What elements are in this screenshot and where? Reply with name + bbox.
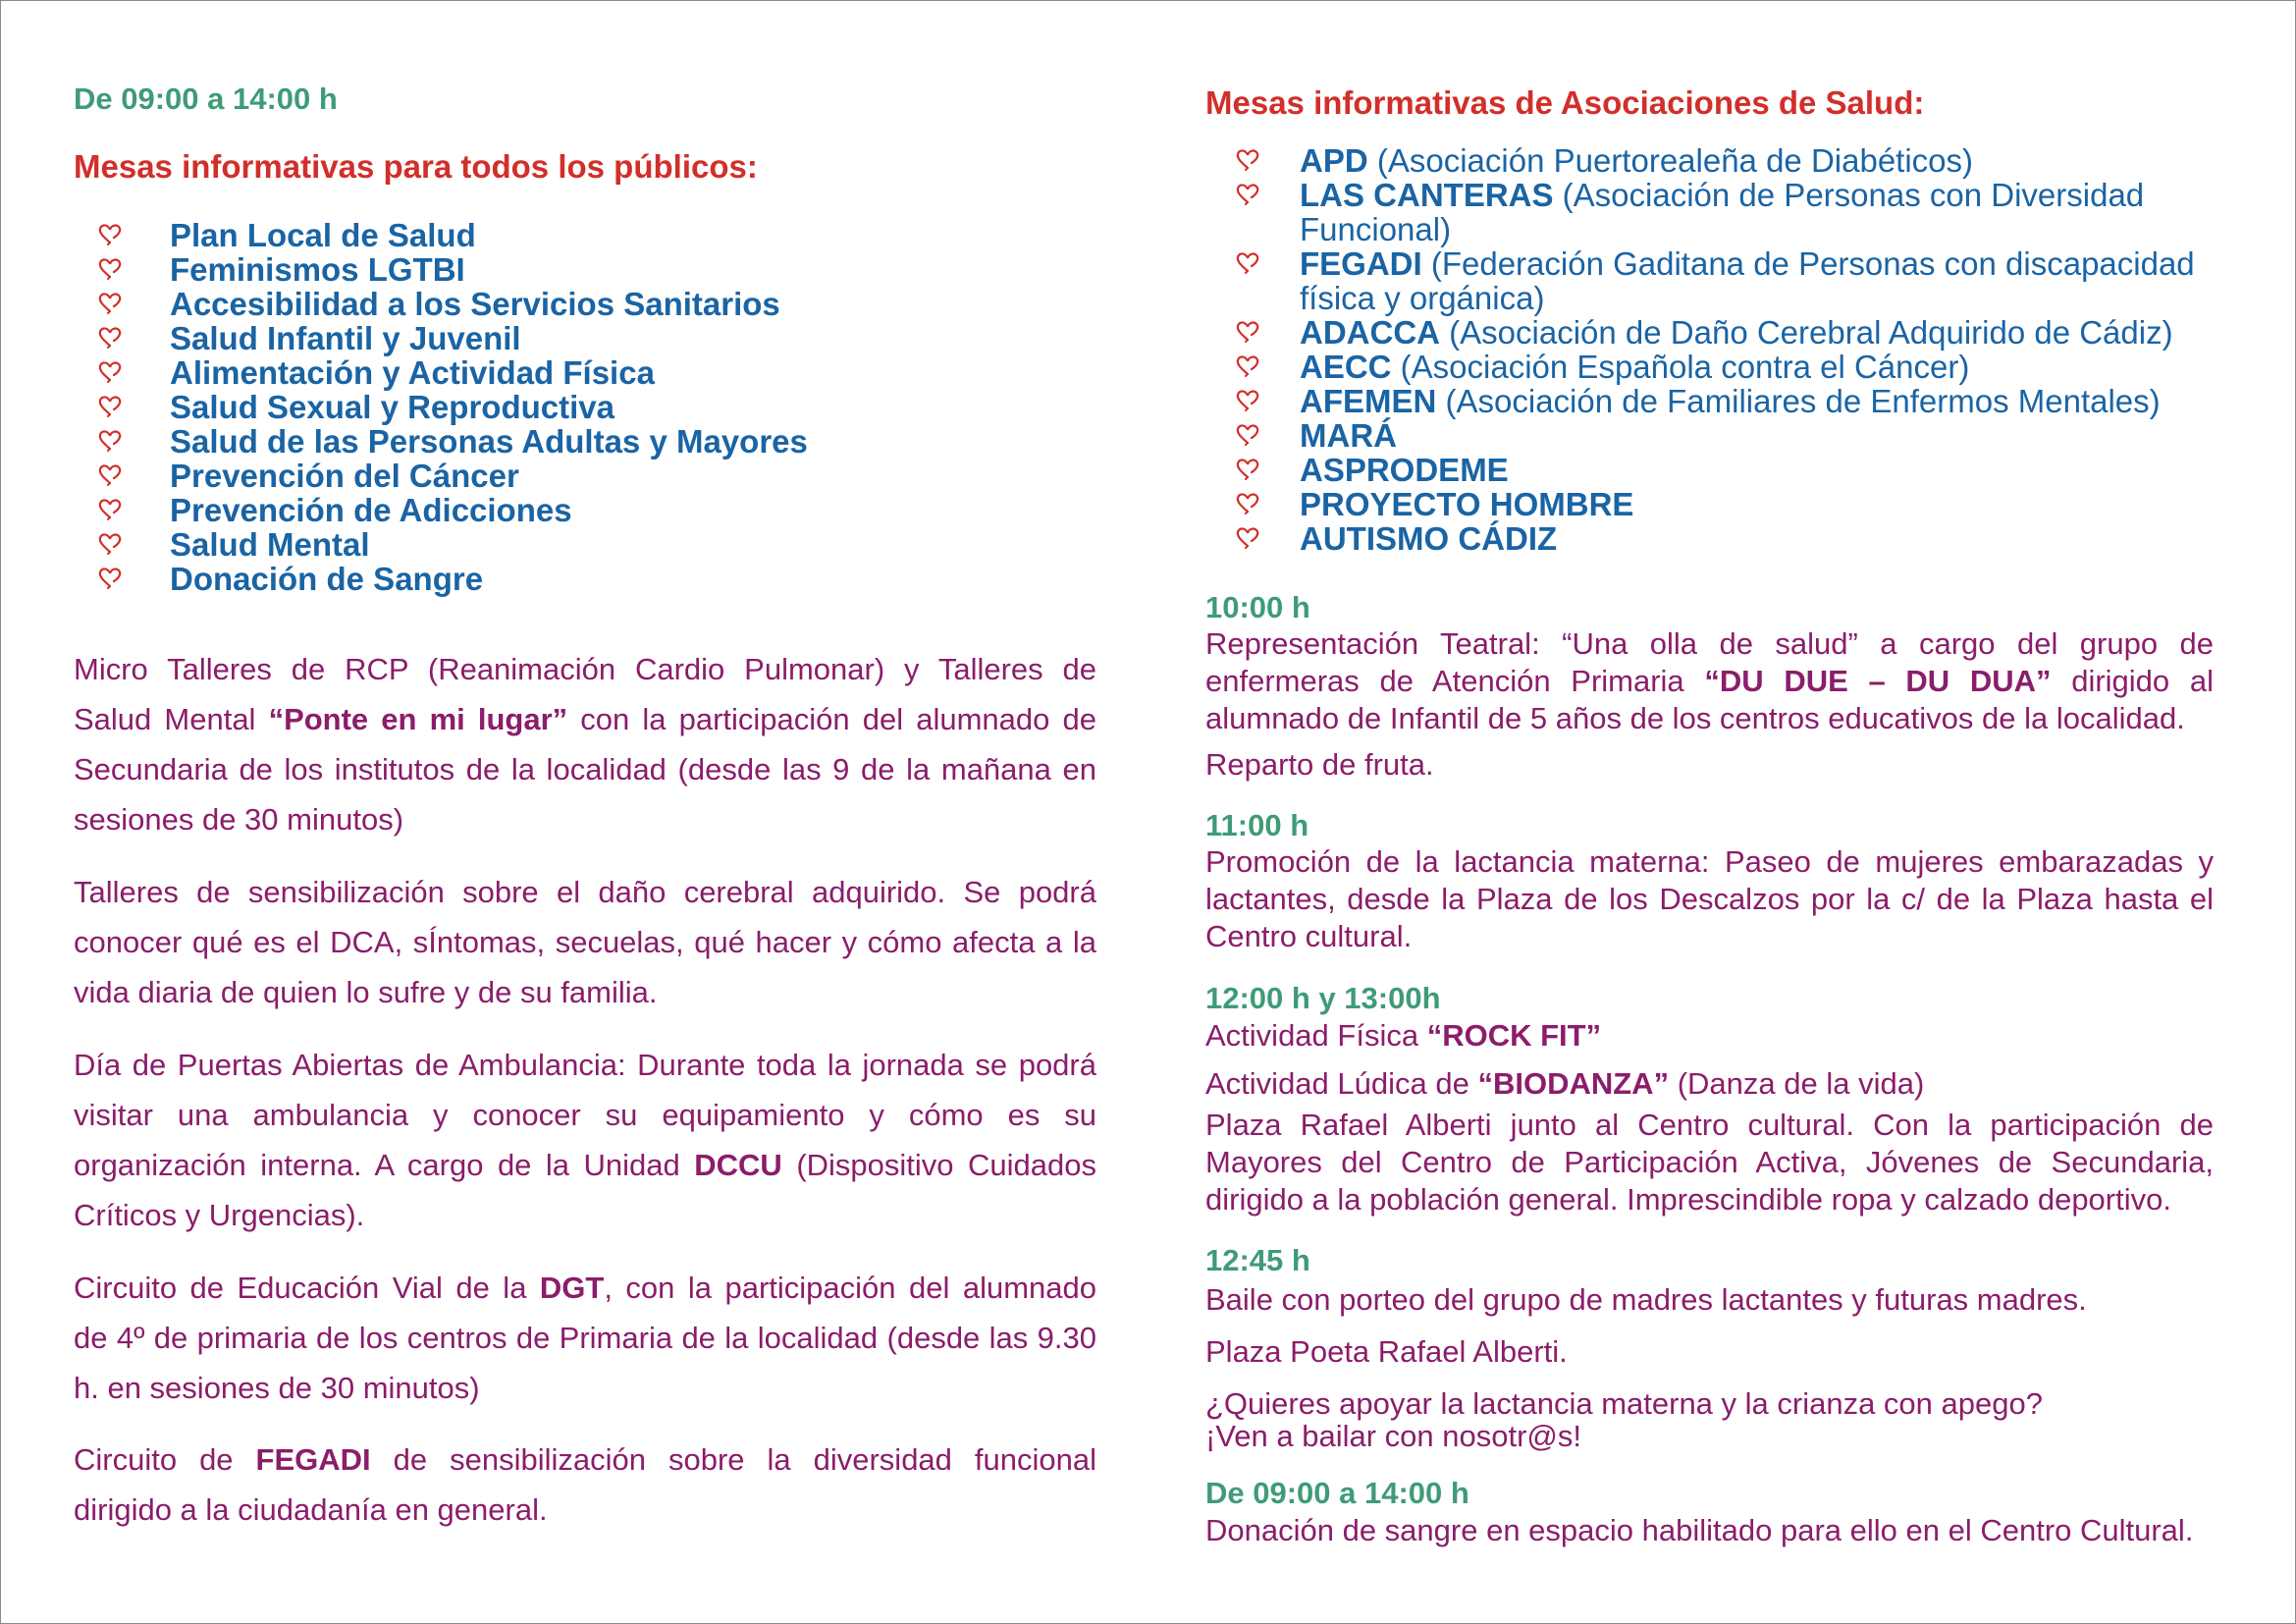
association-item: ADACCA (Asociación de Daño Cerebral Adquirido de Cádiz)	[1205, 315, 2195, 350]
heart-outline-icon	[97, 428, 123, 452]
time-1245: 12:45 h	[1205, 1243, 1310, 1277]
physical-activity-paragraph: Plaza Rafael Alberti junto al Centro cultural. Con la participación de Mayores del Centro de Participación Activa, Jóvenes de Secundaria, dirigido a la población general. Imprescindible ropa y calzado deportivo.	[1205, 1108, 2214, 1217]
blood-donation-text: Donación de sangre en espacio habilitado para ello en el Centro Cultural.	[1205, 1513, 2194, 1547]
time-12-13: 12:00 h y 13:00h	[1205, 981, 1441, 1015]
dca-workshops-paragraph: Talleres de sensibilización sobre el daño cerebral adquirido. Se podrá conocer qué es el DCA, sÍntomas, secuelas, qué hacer y cómo afecta a la vida diaria de quien lo sufre y de su familia.	[74, 875, 1096, 1009]
association-item: LAS CANTERAS (Asociación de Personas con Diversidad Funcional)	[1205, 178, 2195, 246]
association-item: AFEMEN (Asociación de Familiares de Enfermos Mentales)	[1205, 384, 2195, 418]
time-10: 10:00 h	[1205, 590, 1310, 624]
time-9-14: De 09:00 a 14:00 h	[1205, 1476, 1469, 1510]
heart-outline-icon	[1235, 250, 1260, 274]
section-heading: Mesas informativas para todos los públicos:	[74, 148, 758, 185]
heart-outline-icon	[97, 325, 123, 349]
list-item: Feminismos LGTBI	[74, 252, 808, 287]
list-item: Salud Sexual y Reproductiva	[74, 390, 808, 424]
association-item: AUTISMO CÁDIZ	[1205, 521, 2195, 556]
association-item: AECC (Asociación Española contra el Cáncer)	[1205, 350, 2195, 384]
babywearing-dance-text: Baile con porteo del grupo de madres lactantes y futuras madres.	[1205, 1282, 2087, 1317]
association-item: FEGADI (Federación Gaditana de Personas con discapacidad física y orgánica)	[1205, 246, 2195, 315]
fruit-distribution-text: Reparto de fruta.	[1205, 747, 1434, 782]
association-item: ASPRODEME	[1205, 453, 2195, 487]
rcp-workshops-paragraph: Micro Talleres de RCP (Reanimación Cardio Pulmonar) y Talleres de Salud Mental “Ponte en mi lugar” con la participación del alumnado de Secundaria de los institutos de la localidad (desde las 9 de la mañana en sesiones de 30 minutos)	[74, 652, 1096, 837]
ambulance-open-day-paragraph: Día de Puertas Abiertas de Ambulancia: Durante toda la jornada se podrá visitar una ambulancia y conocer su equipamiento y cómo es su organización interna. A cargo de la Unidad DCCU (Dispositivo Cuidados Críticos y Urgencias).	[74, 1048, 1096, 1232]
heart-outline-icon	[1235, 353, 1260, 377]
heart-outline-icon	[97, 394, 123, 417]
list-item: Alimentación y Actividad Física	[74, 355, 808, 390]
heart-outline-icon	[1235, 182, 1260, 205]
heart-outline-icon	[1235, 525, 1260, 549]
heart-outline-icon	[97, 531, 123, 555]
list-item: Salud Mental	[74, 527, 808, 562]
dance-location-text: Plaza Poeta Rafael Alberti.	[1205, 1334, 1568, 1369]
heart-outline-icon	[97, 222, 123, 245]
association-item: MARÁ	[1205, 418, 2195, 453]
list-item: Prevención de Adicciones	[74, 493, 808, 527]
associations-heading: Mesas informativas de Asociaciones de Salud:	[1205, 84, 1925, 121]
list-item: Salud Infantil y Juvenil	[74, 321, 808, 355]
list-item: Accesibilidad a los Servicios Sanitarios	[74, 287, 808, 321]
heart-outline-icon	[97, 256, 123, 280]
list-item: Plan Local de Salud	[74, 218, 808, 252]
schedule-time: De 09:00 a 14:00 h	[74, 81, 338, 116]
heart-outline-icon	[97, 462, 123, 486]
biodanza-text: Actividad Lúdica de “BIODANZA” (Danza de la vida)	[1205, 1066, 1925, 1101]
rock-fit-text: Actividad Física “ROCK FIT”	[1205, 1018, 1602, 1053]
association-item: PROYECTO HOMBRE	[1205, 487, 2195, 521]
heart-outline-icon	[1235, 147, 1260, 171]
time-11: 11:00 h	[1205, 808, 1309, 842]
fegadi-circuit-paragraph: Circuito de FEGADI de sensibilización sobre la diversidad funcional dirigido a la ciudadanía en general.	[74, 1442, 1096, 1527]
heart-outline-icon	[1235, 457, 1260, 480]
info-tables-list	[74, 218, 808, 596]
heart-outline-icon	[1235, 422, 1260, 446]
list-item: Salud de las Personas Adultas y Mayores	[74, 424, 808, 459]
list-item: Donación de Sangre	[74, 562, 808, 596]
theater-paragraph: Representación Teatral: “Una olla de salud” a cargo del grupo de enfermeras de Atención Primaria “DU DUE – DU DUA” dirigido al alumnado de Infantil de 5 años de los centros educativos de la localidad.	[1205, 626, 2214, 735]
road-safety-circuit-paragraph: Circuito de Educación Vial de la DGT, con la participación del alumnado de 4º de primaria de los centros de Primaria de la localidad (desde las 9.30 h. en sesiones de 30 minutos)	[74, 1271, 1096, 1405]
breastfeeding-walk-paragraph: Promoción de la lactancia materna: Paseo de mujeres embarazadas y lactantes, desde la Plaza de los Descalzos por la c/ de la Plaza hasta el Centro cultural.	[1205, 844, 2214, 953]
heart-outline-icon	[97, 291, 123, 314]
dance-question-text: ¿Quieres apoyar la lactancia materna y la crianza con apego?	[1205, 1386, 2043, 1421]
heart-outline-icon	[97, 566, 123, 589]
heart-outline-icon	[1235, 319, 1260, 343]
associations-list	[1205, 143, 2195, 556]
dance-invite-text: ¡Ven a bailar con nosotr@s!	[1205, 1419, 1582, 1453]
heart-outline-icon	[97, 497, 123, 520]
heart-outline-icon	[97, 359, 123, 383]
list-item: Prevención del Cáncer	[74, 459, 808, 493]
association-item: APD (Asociación Puertorealeña de Diabéticos)	[1205, 143, 2195, 178]
heart-outline-icon	[1235, 491, 1260, 514]
heart-outline-icon	[1235, 388, 1260, 411]
